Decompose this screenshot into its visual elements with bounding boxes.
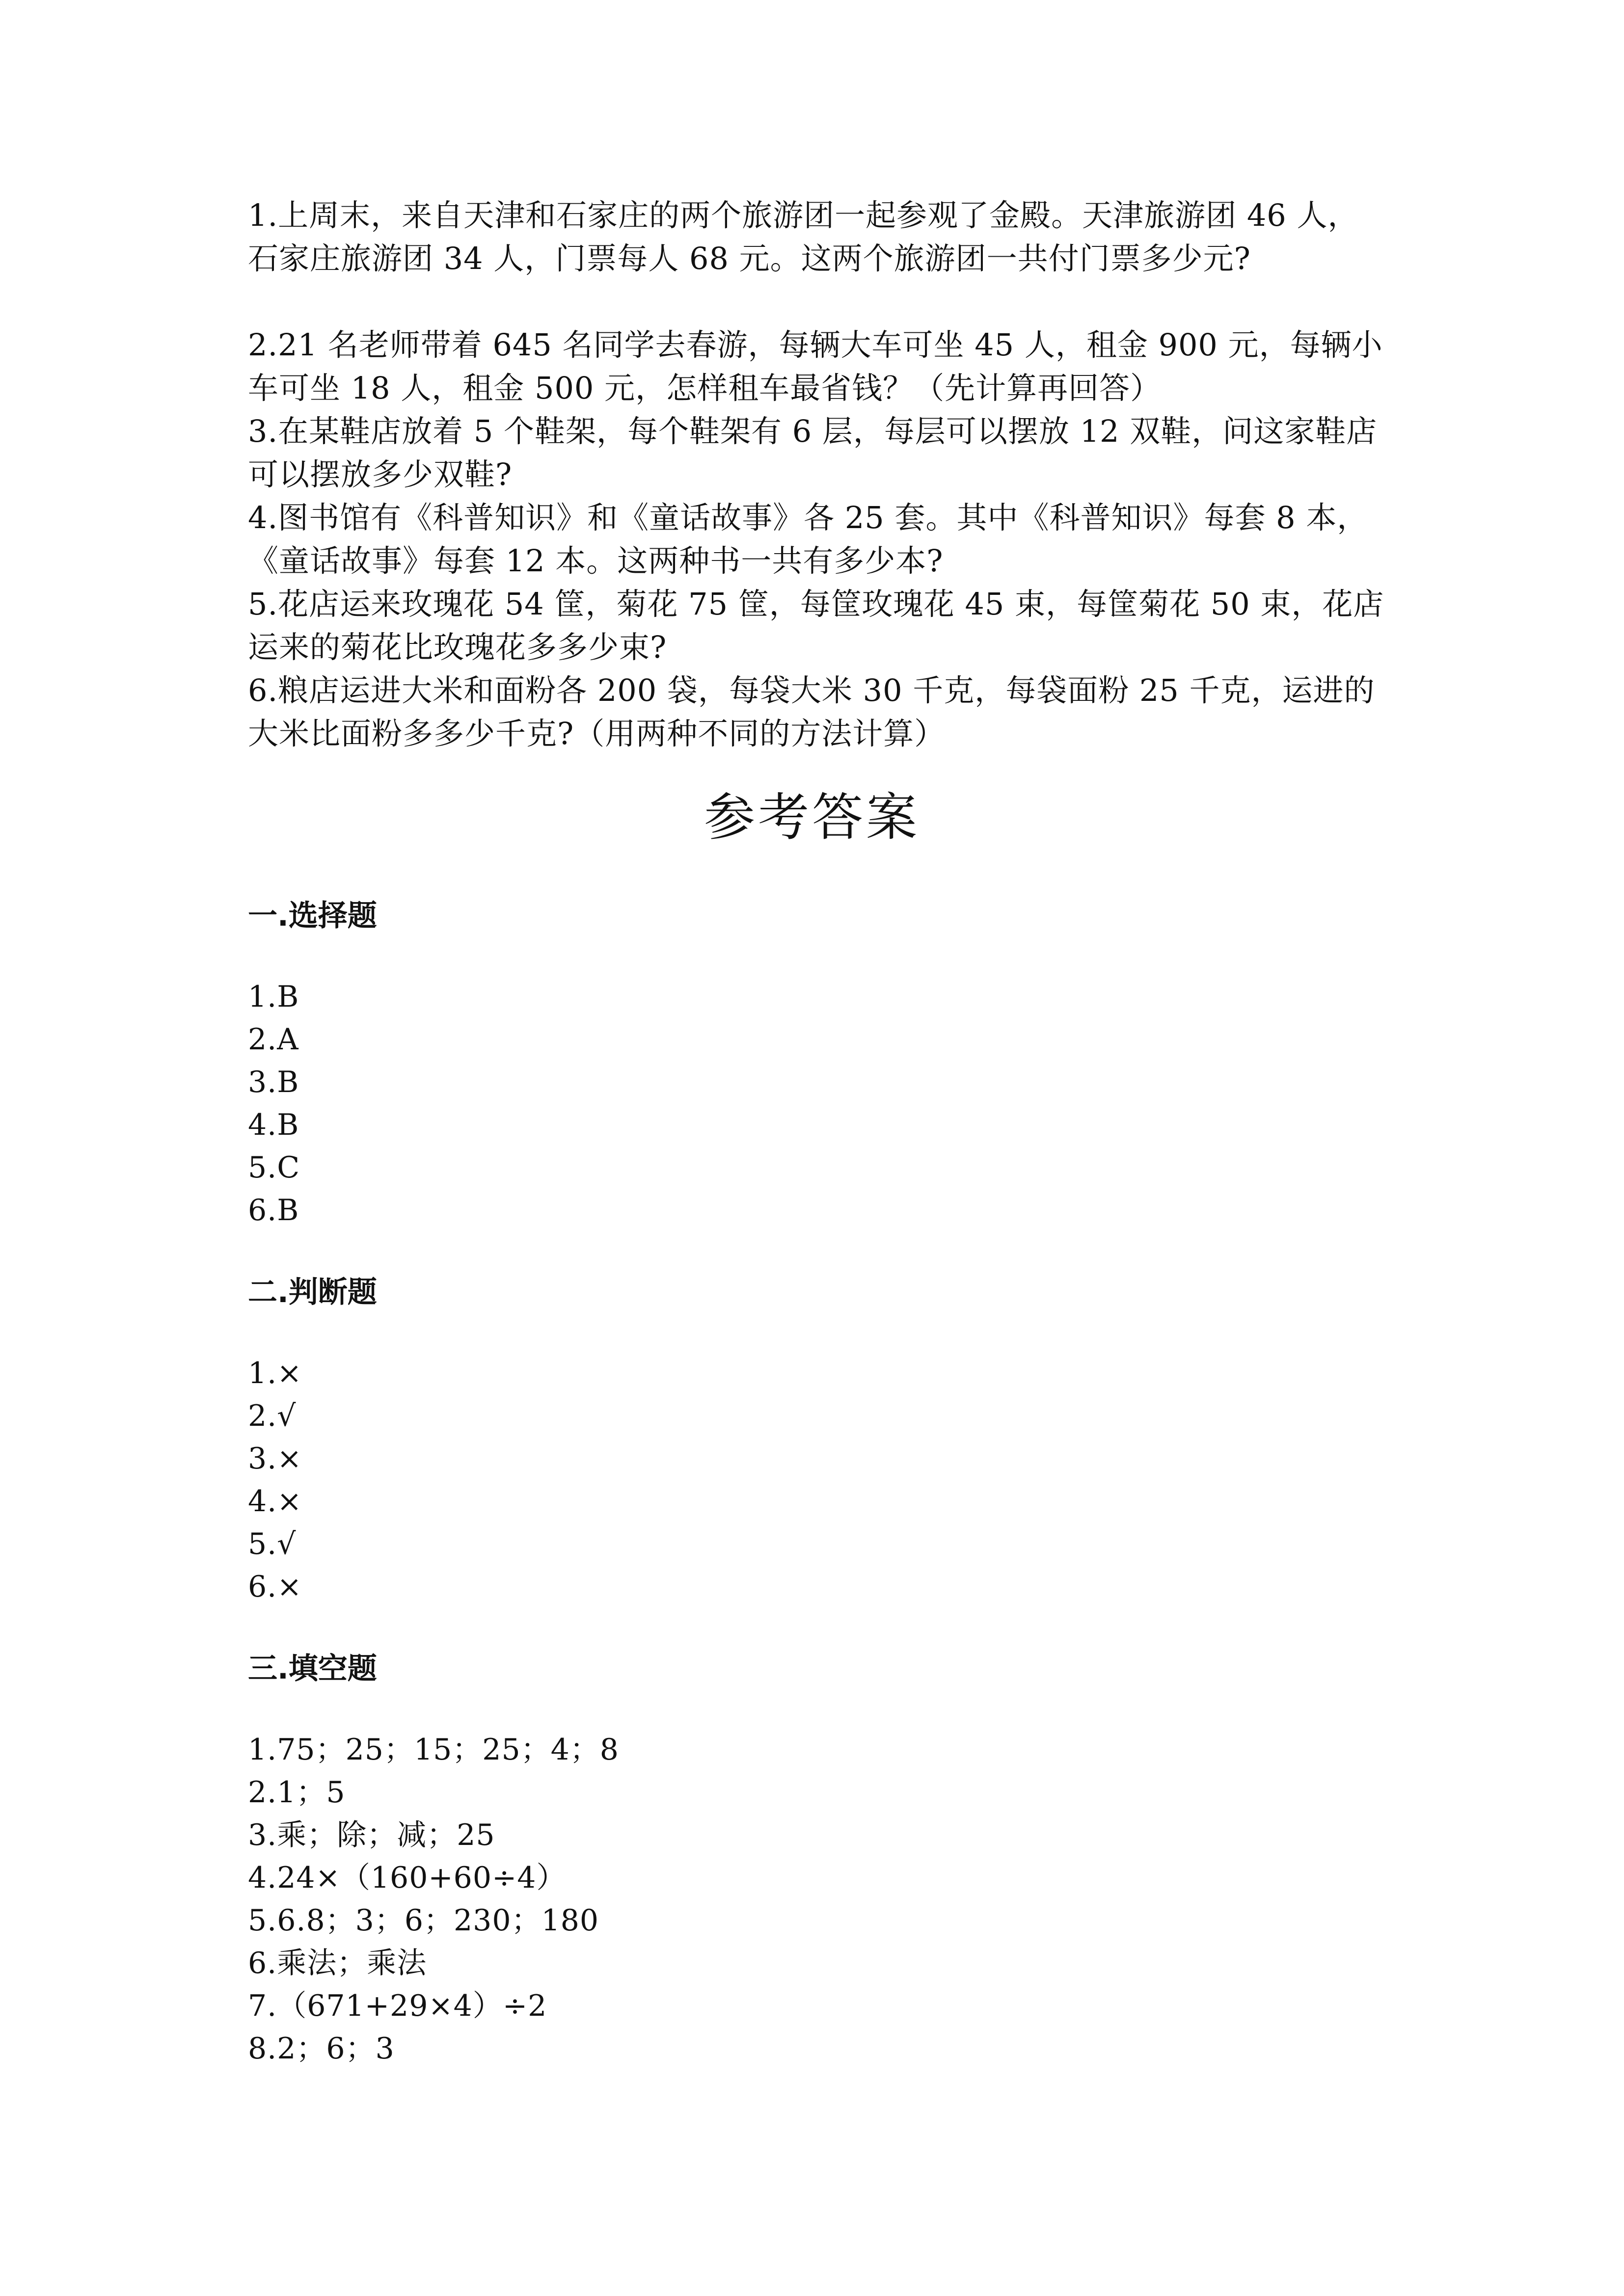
answer-item: 4.24×（160+60÷4） [248,1861,567,1895]
answer-item: 4.× [248,1484,302,1519]
answer-item: 1.B [248,980,299,1014]
answer-item: 5.√ [248,1527,297,1561]
answer-item: 1.75；25；15；25；4；8 [248,1733,619,1767]
section-title: 二.判断题 [248,1275,377,1309]
answer-item: 6.B [248,1193,299,1228]
answer-item: 2.1；5 [248,1775,346,1810]
problem-item: 3.在某鞋店放着 5 个鞋架，每个鞋架有 6 层，每层可以摆放 12 双鞋，问这家鞋店可以摆放多少双鞋? [248,413,1378,492]
problem-item: 2.21 名老师带着 645 名同学去春游，每辆大车可坐 45 人，租金 900 元，每辆小车可坐 18 人，租金 500 元，怎样租车最省钱？（先计算再回答） [248,327,1383,406]
answer-section-fill-blank [248,1649,1387,2070]
answer-item: 7.（671+29×4）÷2 [248,1989,547,2023]
problem-item: 6.粮店运进大米和面粉各 200 袋，每袋大米 30 千克，每袋面粉 25 千克，运进的大米比面粉多多少千克?（用两种不同的方法计算） [248,672,1375,751]
answer-item: 6.× [248,1570,302,1604]
answer-item: 2.A [248,1022,299,1057]
answer-item: 4.B [248,1108,299,1142]
answer-item: 6.乘法；乘法 [248,1946,427,1980]
answer-item: 2.√ [248,1399,297,1433]
section-title: 一.选择题 [248,899,377,933]
problem-item: 5.花店运来玫瑰花 54 筐，菊花 75 筐，每筐玫瑰花 45 束，每筐菊花 50 束，花店运来的菊花比玫瑰花多多少束? [248,586,1384,665]
section-title: 三.填空题 [248,1652,377,1686]
answer-section-true-false [248,1273,1387,1608]
answer-item: 3.× [248,1442,302,1476]
answer-item: 8.2；6；3 [248,2031,395,2066]
problem-item: 1.上周末，来自天津和石家庄的两个旅游团一起参观了金殿。天津旅游团 46 人，石家庄旅游团 34 人，门票每人 68 元。这两个旅游团一共付门票多少元? [248,197,1359,276]
answer-section-choice [248,896,1387,1232]
answer-item: 5.6.8；3；6；230；180 [248,1903,599,1938]
answer-item: 3.乘；除；减；25 [248,1818,495,1852]
answer-item: 3.B [248,1065,299,1099]
word-problems [248,194,1387,755]
answer-key-title: 参考答案 [704,787,920,847]
answer-item: 1.× [248,1356,302,1390]
answer-item: 5.C [248,1150,300,1185]
problem-item: 4.图书馆有《科普知识》和《童话故事》各 25 套。其中《科普知识》每套 8 本，《童话故事》每套 12 本。这两种书一共有多少本? [248,500,1368,579]
